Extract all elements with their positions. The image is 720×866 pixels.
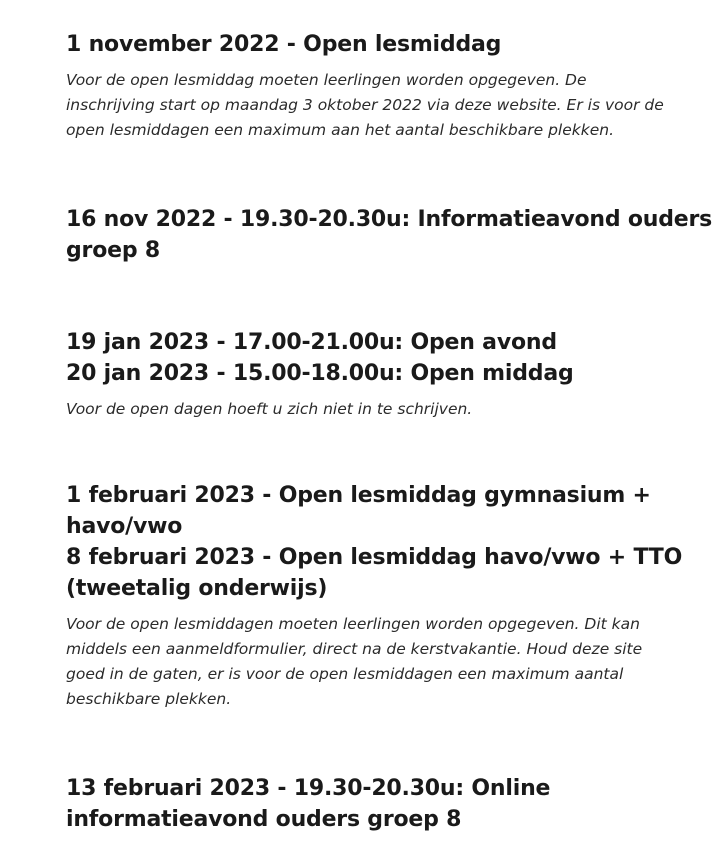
event-description-line: Voor de open dagen hoeft u zich niet in te schrijven.	[66, 400, 473, 418]
event-title	[66, 480, 686, 604]
event-title-line: 1 februari 2023 - Open lesmiddag gymnasium +	[66, 483, 651, 508]
event-item	[66, 204, 713, 266]
event-item	[66, 480, 686, 712]
event-title-line: havo/vwo	[66, 514, 183, 539]
event-item	[66, 29, 686, 143]
event-description-line: open lesmiddagen een maximum aan het aantal beschikbare plekken.	[66, 121, 614, 139]
event-title-line: informatieavond ouders groep 8	[66, 807, 462, 832]
event-title-line: groep 8	[66, 238, 160, 263]
event-item	[66, 773, 686, 835]
event-description-line: goed in de gaten, er is voor de open lesmiddagen een maximum aantal	[66, 665, 624, 683]
event-title-line: 19 jan 2023 - 17.00-21.00u: Open avond	[66, 330, 557, 355]
event-title-line: 8 februari 2023 - Open lesmiddag havo/vwo + TTO	[66, 545, 683, 570]
event-description	[66, 68, 686, 143]
event-title	[66, 29, 686, 60]
event-title	[66, 204, 713, 266]
event-description	[66, 397, 686, 422]
event-description-line: middels een aanmeldformulier, direct na de kerstvakantie. Houd deze site	[66, 640, 643, 658]
event-description	[66, 612, 686, 712]
event-description-line: inschrijving start op maandag 3 oktober 2022 via deze website. Er is voor de	[66, 96, 664, 114]
event-description-line: Voor de open lesmiddag moeten leerlingen worden opgegeven. De	[66, 71, 587, 89]
event-description-line: Voor de open lesmiddagen moeten leerlingen worden opgegeven. Dit kan	[66, 615, 640, 633]
event-title-line: 20 jan 2023 - 15.00-18.00u: Open middag	[66, 361, 574, 386]
event-title-line: 13 februari 2023 - 19.30-20.30u: Online	[66, 776, 551, 801]
event-title	[66, 327, 686, 389]
event-title-line: 16 nov 2022 - 19.30-20.30u: Informatieavond ouders	[66, 207, 713, 232]
event-title	[66, 773, 686, 835]
event-title-line: 1 november 2022 - Open lesmiddag	[66, 32, 502, 57]
event-title-line: (tweetalig onderwijs)	[66, 576, 328, 601]
event-description-line: beschikbare plekken.	[66, 690, 232, 708]
event-item	[66, 327, 686, 422]
